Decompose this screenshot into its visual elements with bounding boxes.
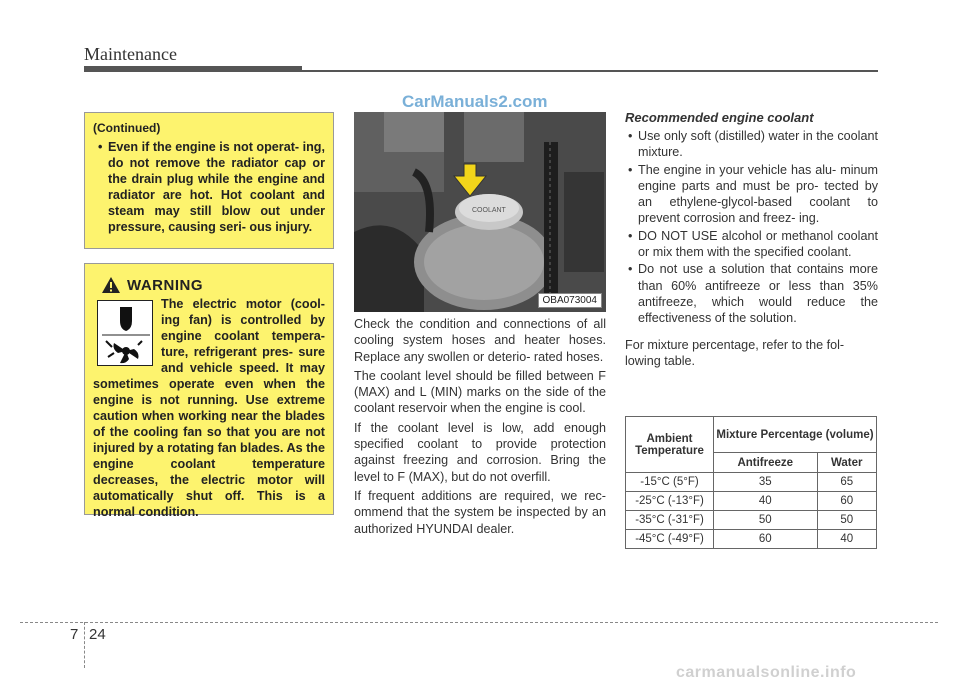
- svg-text:COOLANT: COOLANT: [472, 207, 506, 214]
- right-column: [625, 110, 878, 369]
- cell-water: 60: [817, 492, 877, 511]
- col-antifreeze: Antifreeze: [714, 453, 818, 473]
- col-water: Water: [817, 453, 877, 473]
- warning-text: The electric motor (cool- ing fan) is controlled by engine coolant tempera- ture, refrigerant pres- sure and vehicle speed. It may sometimes operate even when the engine is not running. Use extreme caution when working near the blades of the cooling fan so that you are not injured by a rotating fan blades. As the engine coolant temperature decreases, the electric motor will automatically shut off. This is a normal condition.: [93, 297, 325, 519]
- warning-label: WARNING: [127, 276, 203, 294]
- caution-item: • Even if the engine is not operat- ing, do not remove the radiator cap or the drain plug while the engine and radiator are hot. Hot coolant and steam may still blow out under pressure, causing seri- ous injury.: [93, 139, 325, 236]
- table-row: [626, 511, 877, 530]
- caution-list: [93, 139, 325, 236]
- warning-header: [101, 274, 325, 296]
- chapter-number: 7: [70, 626, 79, 643]
- paragraph: The coolant level should be filled between F (MAX) and L (MIN) marks on the side of the coolant reservoir when the engine is cool.: [354, 368, 606, 416]
- col-ambient-temperature: Ambient Temperature: [626, 417, 714, 473]
- cell-temperature: -35°C (-31°F): [626, 511, 714, 530]
- table-row: [626, 492, 877, 511]
- footer-rule: [20, 622, 938, 623]
- watermark-bottom: carmanualsonline.info: [676, 664, 857, 681]
- engine-coolant-reservoir-photo: [354, 112, 606, 312]
- warning-triangle-icon: [101, 276, 121, 294]
- coolant-mixture-table: [625, 416, 877, 549]
- cell-temperature: -15°C (5°F): [626, 473, 714, 492]
- cell-temperature: -45°C (-49°F): [626, 530, 714, 549]
- list-item: • Do not use a solution that contains more than 60% antifreeze or less than 35% antifreeze, which would reduce the effectiveness of the solution.: [625, 261, 878, 326]
- table-row: [626, 473, 877, 492]
- mixture-note: For mixture percentage, refer to the fol- lowing table.: [625, 337, 845, 368]
- middle-column: [354, 316, 606, 540]
- cell-water: 50: [817, 511, 877, 530]
- caution-continued-box: [84, 112, 334, 249]
- header-rule-thick: [84, 66, 302, 72]
- cell-antifreeze: 35: [714, 473, 818, 492]
- footer-divider: [84, 622, 85, 668]
- photo-code: OBA073004: [538, 293, 603, 308]
- paragraph: Check the condition and connections of all cooling system hoses and heater hoses. Replace any swollen or deterio- rated hoses.: [354, 317, 606, 364]
- cell-water: 65: [817, 473, 877, 492]
- cell-antifreeze: 60: [714, 530, 818, 549]
- continued-label: (Continued): [93, 121, 161, 135]
- cell-temperature: -25°C (-13°F): [626, 492, 714, 511]
- coolant-heading: Recommended engine coolant: [625, 110, 814, 125]
- list-item: • DO NOT USE alcohol or methanol coolant or mix them with the specified coolant.: [625, 228, 878, 261]
- list-item: • The engine in your vehicle has alu- minum engine parts and must be pro- tected by an ethylene-glycol-based coolant to prevent corrosion and freez- ing.: [625, 162, 878, 227]
- header-rule-thin: [300, 70, 878, 72]
- paragraph: If the coolant level is low, add enough specified coolant to provide protection against freezing and corrosion. Bring the level to F (MAX), but do not overfill.: [354, 420, 606, 484]
- cell-antifreeze: 40: [714, 492, 818, 511]
- paragraph: If frequent additions are required, we rec- ommend that the system be inspected by an authorized HYUNDAI dealer.: [354, 488, 606, 536]
- col-mixture-percentage: Mixture Percentage (volume): [714, 417, 877, 453]
- fan-hand-warning-icon: [97, 300, 153, 366]
- watermark-top: CarManuals2.com: [402, 92, 548, 111]
- cell-water: 40: [817, 530, 877, 549]
- cell-antifreeze: 50: [714, 511, 818, 530]
- page-number: 24: [89, 626, 106, 643]
- warning-box: [84, 263, 334, 519]
- section-title: Maintenance: [84, 44, 177, 64]
- coolant-list: [625, 128, 878, 327]
- list-item: • Use only soft (distilled) water in the coolant mixture.: [625, 128, 878, 161]
- table-row: [626, 530, 877, 549]
